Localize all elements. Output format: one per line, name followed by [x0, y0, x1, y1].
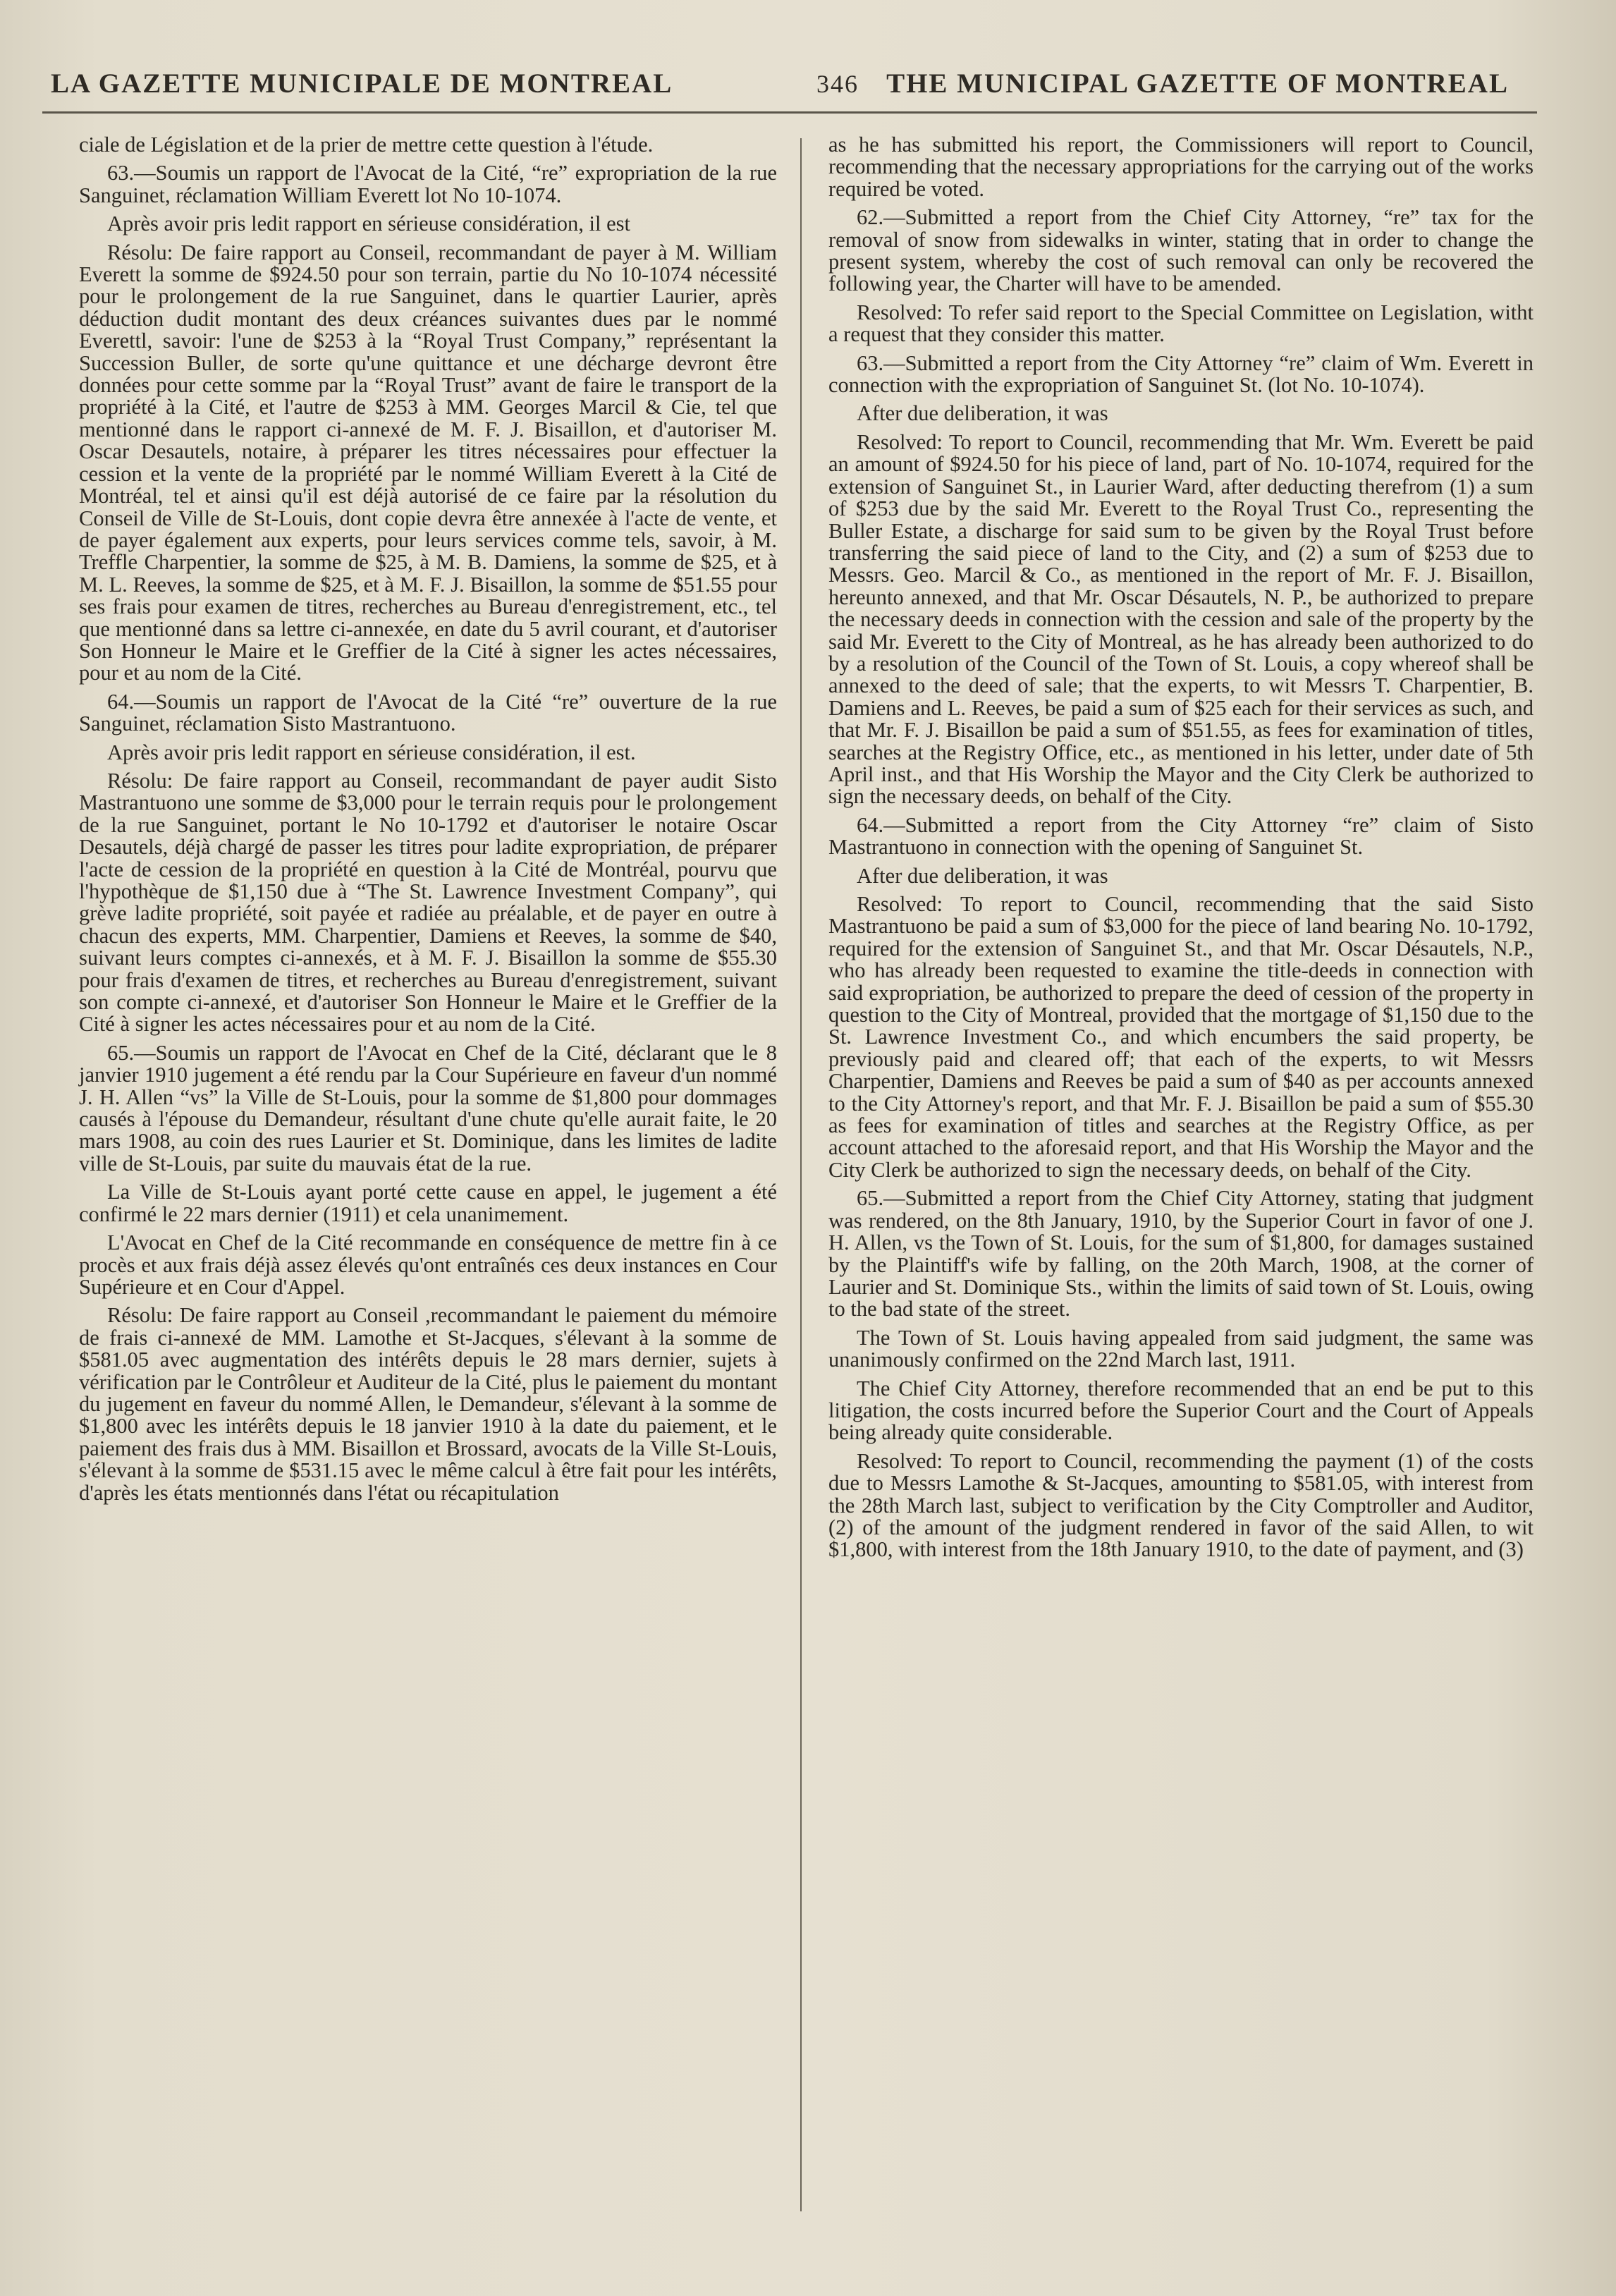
paragraph: The Chief City Attorney, therefore recommended that an end be put to this litigation, the costs incurred before the Superior Court and the Court of Appeals being already quite considerable.	[828, 1376, 1534, 1445]
paragraph: Après avoir pris ledit rapport en sérieuse considération, il est.	[107, 740, 636, 764]
paragraph: Resolved: To report to Council, recommending the payment (1) of the costs due to Messrs Lamothe & St-Jacques, amounting to $581.05, with interest from the 28th March last, subject to verification by the City Comptroller and Auditor, (2) of the amount of the judgment rendered in favor of the said Allen, to wit $1,800, with interest from the 18th January 1910, to the date of payment, and (3)	[828, 1448, 1534, 1562]
header-title-french: LA GAZETTE MUNICIPALE DE MONTREAL	[51, 68, 673, 99]
paragraph: 65.—Submitted a report from the Chief City Attorney, stating that judgment was rendered, on the 8th January, 1910, by the Superior Court in favor of one J. H. Allen, vs the Town of St. Louis, for the sum of $1,800, for damages sustained by the Plaintiff's wife by falling, on the 20th March, 1908, at the corner of Laurier and St. Dominique Sts., within the limits of said town of St. Louis, owing to the bad state of the street.	[828, 1186, 1534, 1321]
paragraph: Après avoir pris ledit rapport en sérieuse considération, il est	[107, 212, 630, 236]
paragraph: Résolu: De faire rapport au Conseil, recommandant de payer audit Sisto Mastrantuono une somme de $3,000 pour le terrain requis pour le prolongement de la rue Sanguinet, portant le No 10-1792 et d'autoriser le notaire Oscar Desautels, déjà chargé de passer les titres pour ladite expropriation, de préparer l'acte de cession de la propriété en question à la Cité de Montréal, pourvu que l'hypothèque de $1,150 due à “The St. Lawrence Investment Company”, qui grève ladite propriété, soit payée et radiée au préalable, et de payer en outre à chacun des experts, MM. Charpentier, Damiens et Reeves, la somme de $40, suivant leurs comptes ci-annexés, et à M. F. J. Bisaillon la somme de $55.30 pour frais d'examen de titres, et recherches au Bureau d'enregistrement, suivant son compte ci-annexé, et d'autoriser Son Honneur le Maire et le Greffier de la Cité à signer les actes nécessaires pour et au nom de la Cité.	[79, 768, 777, 1037]
header-rule	[42, 111, 1537, 114]
header-title-english: THE MUNICIPAL GAZETTE OF MONTREAL	[886, 68, 1509, 99]
paragraph: 63.—Submitted a report from the City Attorney “re” claim of Wm. Everett in connection with the expropriation of Sanguinet St. (lot No. 10-1074).	[828, 350, 1534, 398]
column-divider	[800, 138, 802, 2211]
paragraph: 64.—Soumis un rapport de l'Avocat de la Cité “re” ouverture de la rue Sanguinet, réclamation Sisto Mastrantuono.	[79, 689, 777, 736]
paragraph: 62.—Submitted a report from the Chief City Attorney, “re” tax for the removal of snow from sidewalks in winter, stating that in order to change the present system, whereby the cost of such removal can only be recovered the following year, the Charter will have to be amended.	[828, 205, 1534, 296]
paragraph: The Town of St. Louis having appealed from said judgment, the same was unanimously confirmed on the 22nd March last, 1911.	[828, 1325, 1534, 1372]
page-number: 346	[816, 70, 859, 98]
paragraph: 65.—Soumis un rapport de l'Avocat en Chef de la Cité, déclarant que le 8 janvier 1910 jugement a été rendu par la Cour Supérieure en faveur d'un nommé J. H. Allen “vs” la Ville de St-Louis, pour la somme de $1,800 pour dommages causés à l'épouse du Demandeur, résultant d'une chute qu'elle aurait faite, le 20 mars 1908, au coin des rues Laurier et St. Dominique, dans les limites de ladite ville de St-Louis, par suite du mauvais état de la rue.	[79, 1040, 777, 1176]
left-column-french	[79, 134, 777, 1510]
paragraph: Resolved: To report to Council, recommending that the said Sisto Mastrantuono be paid a sum of $3,000 for the piece of land bearing No. 10-1792, required for the extension of Sanguinet St., and that Mr. Oscar Désautels, N.P., who has already been requested to examine the title-deeds in connection with said expropriation, be authorized to prepare the deed of cession of the property in question to the City of Montreal, provided that the mortgage of $1,150 due to the St. Lawrence Investment Co., and which encumbers the said property, be previously paid and cleared off; that each of the experts, to wit Messrs Charpentier, Damiens and Reeves be paid a sum of $40 as per accounts annexed to the City Attorney's report, and that Mr. F. J. Bisaillon be paid a sum of $55.30 as fees for examination of titles and searches at the Registry Office, as per account attached to the aforesaid report, and that His Worship the Mayor and the City Clerk be authorized to sign the necessary deeds, on behalf of the City.	[828, 892, 1534, 1182]
paragraph: After due deliberation, it was	[857, 863, 1108, 888]
page-header	[42, 58, 1523, 107]
paragraph: Résolu: De faire rapport au Conseil, recommandant de payer à M. William Everett la somme de $924.50 pour son terrain, partie du No 10-1074 nécessité pour le prolongement de la rue Sanguinet, dans le quartier Laurier, après déduction dudit montant des deux créances suivantes dues par le nommé Everettl, savoir: l'une de $253 à la “Royal Trust Company,” représentant la Succession Buller, de sorte qu'une quittance et une décharge devront être données pour cette somme par la “Royal Trust” avant de faire le transport de la propriété à la Cité, et l'autre de $253 à MM. Georges Marcil & Cie, tel que mentionné dans le rapport ci-annexé de M. F. J. Bisaillon, et d'autoriser M. Oscar Desautels, notaire, à préparer les titres nécessaires pour effectuer la cession et la vente de la propriété par le nommé William Everett à la Cité de Montréal, tel et ainsi qu'il est déjà autorisé de ce faire par la résolution du Conseil de Ville de St-Louis, dont copie devra être annexée à l'acte de vente, et de payer également aux experts, pour leurs services comme tels, savoir, à M. Treffle Charpentier, la somme de $25, à M. B. Damiens, la somme de $25, et à M. L. Reeves, la somme de $25, et à M. F. J. Bisaillon, la somme de $51.55 pour ses frais pour examen de titres, recherches au Bureau d'enregistrement, etc., tel que mentionné dans sa lettre ci-annexée, en date du 5 avril courant, et d'autoriser Son Honneur le Maire et le Greffier de la Cité à signer les actes nécessaires, pour et au nom de la Cité.	[79, 240, 777, 685]
paragraph: 64.—Submitted a report from the City Attorney “re” claim of Sisto Mastrantuono in connection with the opening of Sanguinet St.	[828, 812, 1534, 860]
paragraph: Résolu: De faire rapport au Conseil ,recommandant le paiement du mémoire de frais ci-annexé de MM. Lamothe et St-Jacques, s'élevant à la somme de $581.05 avec augmentation des intérêts depuis le 28 mars dernier, sujets à vérification par le Contrôleur et Auditeur de la Cité, plus le paiement du montant du jugement en faveur du nommé Allen, le Demandeur, s'élevant à la somme de $1,800 avec les intérêts depuis le 18 janvier 1910 à la date du paiement, et le paiement des frais dus à MM. Bisaillon et Brossard, avocats de la Ville St-Louis, s'élevant à la somme de $531.15 avec le même calcul à être fait pour les intérêts, d'après les états mentionnés dans l'état ou récapitulation	[79, 1303, 777, 1505]
paragraph: Resolved: To refer said report to the Special Committee on Legislation, witht a request that they consider this matter.	[828, 300, 1534, 347]
paragraph: La Ville de St-Louis ayant porté cette cause en appel, le jugement a été confirmé le 22 mars dernier (1911) et cela unanimement.	[79, 1180, 777, 1226]
paragraph: ciale de Législation et de la prier de mettre cette question à l'étude.	[79, 133, 654, 157]
paragraph: After due deliberation, it was	[857, 401, 1108, 426]
right-column-english	[828, 134, 1534, 1568]
paragraph: Resolved: To report to Council, recommending that Mr. Wm. Everett be paid an amount of $924.50 for his piece of land, part of No. 10-1074, required for the extension of Sanguinet St., in Laurier Ward, after deducting therefrom (1) a sum of $253 due by the said Mr. Everett to the Royal Trust Co., representing the Buller Estate, a discharge for said sum to be given by the Royal Trust before transferring the said piece of land to the City, and (2) a sum of $253 due to Messrs. Geo. Marcil & Co., as mentioned in the report of Mr. F. J. Bisaillon, hereunto annexed, and that Mr. Oscar Désautels, N. P., be authorized to prepare the necessary deeds in connection with the cession and sale of the property by the said Mr. Everett to the City of Montreal, as he has already been authorized to do by a resolution of the Council of the Town of St. Louis, a copy whereof shall be annexed to the deed of sale; that the experts, to wit Messrs T. Charpentier, B. Damiens and L. Reeves, be paid a sum of $25 each for their services as such, and that Mr. F. J. Bisaillon be paid a sum of $51.55, as fees for examination of titles, searches at the Registry Office, etc., as mentioned in his letter, under date of 5th April inst., and that His Worship the Mayor and the City Clerk be authorized to sign the necessary deeds, on behalf of the City.	[828, 429, 1534, 809]
paragraph: 63.—Soumis un rapport de l'Avocat de la Cité, “re” expropriation de la rue Sanguinet, réclamation William Everett lot No 10-1074.	[79, 161, 777, 207]
paragraph: as he has submitted his report, the Commissioners will report to Council, recommending that the necessary appropriations for the carrying out of the works required be voted.	[828, 133, 1534, 201]
paragraph: L'Avocat en Chef de la Cité recommande en conséquence de mettre fin à ce procès et aux frais déjà assez élevés qu'ont entraînés ces deux instances en Cour Supérieure et en Cour d'Appel.	[79, 1231, 777, 1299]
